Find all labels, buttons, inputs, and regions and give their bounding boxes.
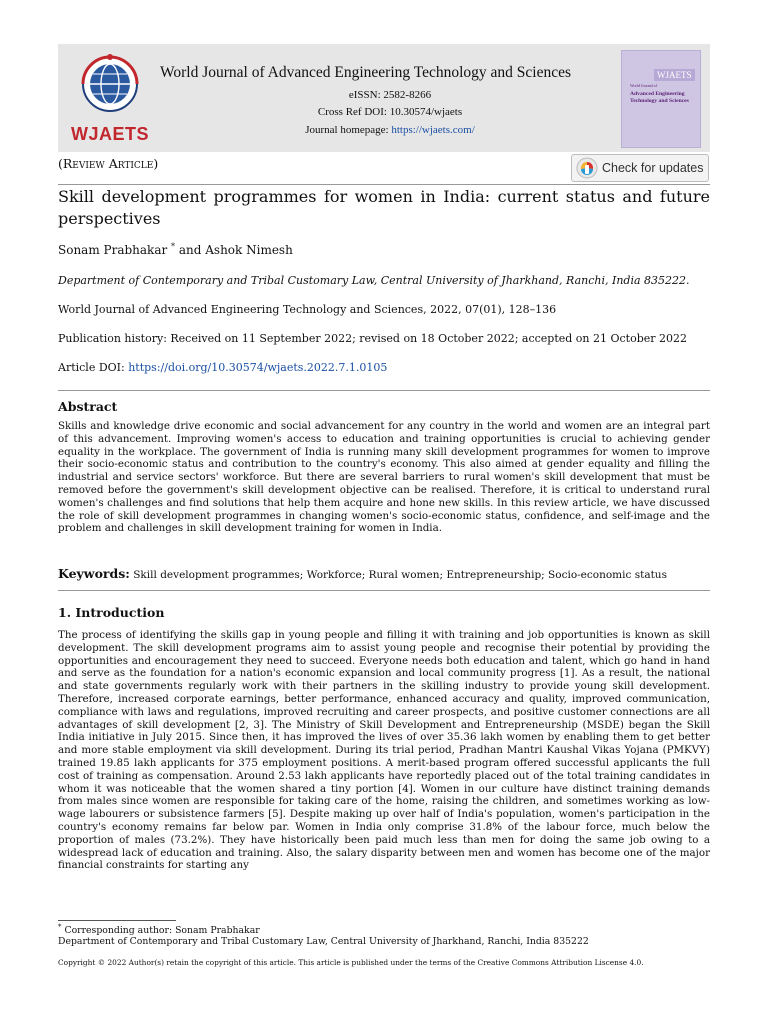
article-title: Skill development programmes for women in India: current status and future perspectives <box>58 187 710 228</box>
cover-title: Advanced Engineering Technology and Sciences <box>630 91 689 104</box>
divider <box>58 590 710 591</box>
crossref-doi: Cross Ref DOI: 10.30574/wjaets <box>317 106 463 118</box>
author-2[interactable]: and Ashok Nimesh <box>175 243 293 257</box>
footnote-divider <box>58 920 176 921</box>
divider <box>58 390 710 391</box>
doi-link[interactable]: https://doi.org/10.30574/wjaets.2022.7.1.0105 <box>128 361 388 374</box>
abstract-heading: Abstract <box>58 399 118 414</box>
corresponding-author <box>58 923 710 936</box>
journal-name: World Journal of Advanced Engineering Technology and Sciences <box>160 64 572 81</box>
corresponding-department: Department of Contemporary and Tribal Customary Law, Central University of Jharkhand, Ranchi, India 835222 <box>58 936 589 947</box>
journal-homepage <box>160 124 620 136</box>
crossmark-icon <box>576 157 598 179</box>
footnote-marker: * <box>58 923 62 931</box>
introduction-text: The process of identifying the skills gap in young people and filling it with training and job opportunities is known as skill development. The skill development programs aim to assist young people and recognise their potential by providing the opportunities and encouragement they need to succeed. Everyone needs both education and talent, which go hand in hand and serve as the foundation for a nation's economic expansion and local community progress [1]. As a result, the national and state governments regularly work with their partners in the skilling industry to provide young skill development. Therefore, increased corporate earnings, better performance, enhanced accuracy and quality, improved communication, compliance with laws and regulations, improved recruiting and career prospects, and positive customer connections are all advantages of skill development [2, 3]. The Ministry of Skill Development and Entrepreneurship (MSDE) began the Skill India initiative in July 2015. Since then, it has improved the lives of over 35.36 lakh women by enabling them to get better and more stable employment via skill development. During its trial period, Pradhan Mantri Kaushal Vikas Yojana (PMKVY) trained 19.85 lakh applicants for 375 employment positions. A merit-based program offered successful applicants the full cost of training as compensation. Around 2.53 lakh applicants have reportedly placed out of the total training candidates in whom it was noticeable that the women shared a tiny portion [4]. Women in our culture have distinct training demands from males since women are responsible for taking care of the home, raising the children, and sometimes working as low-wage labourers or subsistence farmers [5]. Despite making up over half of India's population, women's participation in the country's economy remains far below par. Women in India only comprise 31.8% of the labour force, much below the proportion of males (73.2%). They have historically been paid much less than men for doing the same job owing to a widespread lack of education and training. Also, the salary disparity between men and women has become one of the major financial constraints for starting any <box>58 629 710 872</box>
divider <box>58 184 710 185</box>
journal-cover <box>621 50 701 148</box>
logo-wordmark: WJAETS <box>70 124 149 144</box>
corresponding-marker: * <box>171 242 176 251</box>
introduction-heading: 1. Introduction <box>58 605 165 620</box>
publication-history: Publication history: Received on 11 September 2022; revised on 18 October 2022; accepted on 21 October 2022 <box>58 332 688 345</box>
abstract-text: Skills and knowledge drive economic and social advancement for any country in the world and women are an integral part of this advancement. Improving women's access to education and training opportunities is crucial to achieving gender equality in the workplace. The government of India is running many skill development programmes for women to improve their socio-economic status and contribution to the country's economy. This also aimed at gender equality and filling the industrial and service sectors' workforce. But there are several barriers to rural women's skill development that must be removed before the government's skill development objective can be realised. Therefore, it is critical to understand rural women's challenges and find solutions that help them acquire and hone new skills. In this review article, we have discussed the role of skill development programmes in changing women's socio-economic status, confidence, and self-image and the problem and challenges in skill development training for women in India. <box>58 420 710 535</box>
article-doi <box>58 361 710 374</box>
copyright-notice: Copyright © 2022 Author(s) retain the copyright of this article. This article is published under the terms of the Creative Commons Attribution Liscense 4.0. <box>58 958 644 967</box>
homepage-link[interactable]: https://wjaets.com/ <box>391 124 475 136</box>
globe-logo-icon <box>64 48 156 128</box>
authors <box>58 242 293 257</box>
check-for-updates-button[interactable] <box>571 154 709 182</box>
homepage-label: Journal homepage: <box>305 124 392 136</box>
keywords-label: Keywords: <box>58 566 130 581</box>
citation: World Journal of Advanced Engineering Technology and Sciences, 2022, 07(01), 128–136 <box>58 303 557 316</box>
keywords <box>58 566 710 581</box>
corresponding-author-text: Corresponding author: Sonam Prabhakar <box>61 925 260 937</box>
affiliation: Department of Contemporary and Tribal Customary Law, Central University of Jharkhand, Ranchi, India 835222. <box>58 274 690 287</box>
cover-pre: World Journal of <box>630 83 658 88</box>
eissn: eISSN: 2582-8266 <box>348 89 432 101</box>
article-type: (Review Article) <box>58 156 159 171</box>
author-1[interactable]: Sonam Prabhakar <box>58 243 168 257</box>
journal-logo <box>64 48 156 148</box>
cover-code: WJAETS <box>654 69 695 81</box>
keywords-text: Skill development programmes; Workforce; Rural women; Entrepreneurship; Socio-economic status <box>129 569 667 581</box>
check-for-updates-label: Check for updates <box>602 161 704 175</box>
doi-label: Article DOI: <box>58 361 129 374</box>
